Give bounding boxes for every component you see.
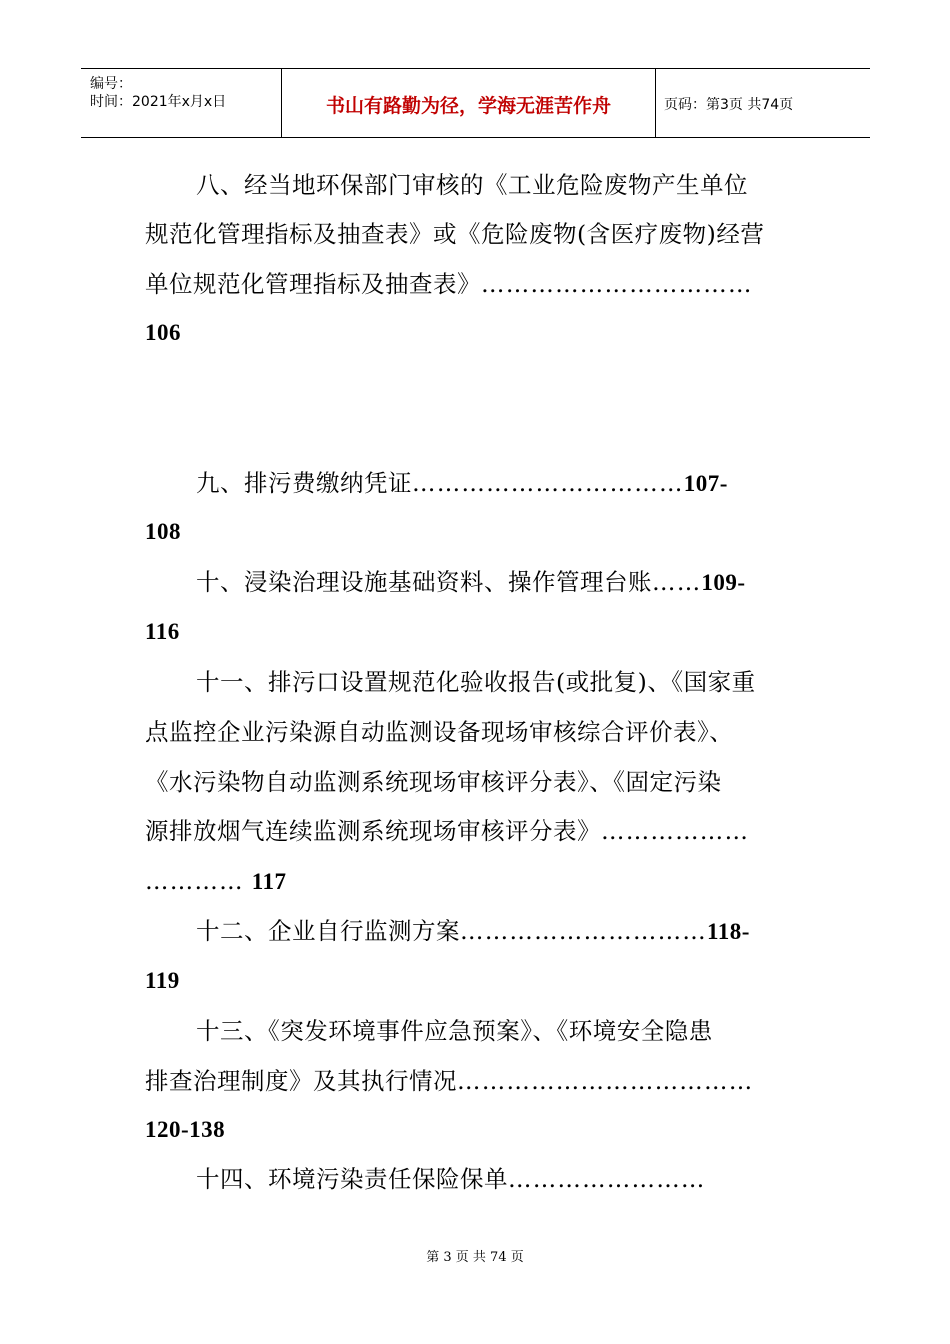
leader-dots: ……………………………: [481, 270, 753, 298]
header-left-cell: [81, 69, 281, 137]
leader-dots: ……………………………: [412, 469, 684, 497]
toc-entry-text: 单位规范化管理指标及抽查表》: [145, 270, 481, 298]
document-number-label: 编号：: [90, 76, 132, 92]
toc-line: [196, 468, 728, 499]
toc-line: 十一、排污口设置规范化验收报告(或批复)、《国家重: [196, 668, 756, 696]
leader-dots: ……: [652, 568, 702, 596]
page-info-label: 页码：第3页 共74页: [664, 97, 794, 113]
document-time-label: 时间：2021年x月x日: [90, 94, 227, 110]
toc-entry-text: 源排放烟气连续监测系统现场审核评分表》: [145, 817, 601, 845]
toc-line: [196, 916, 750, 947]
toc-line: 《水污染物自动监测系统现场审核评分表》、《固定污染: [145, 768, 722, 796]
toc-line: [196, 1164, 706, 1194]
page-footer: 第 3 页 共 74 页: [426, 1250, 524, 1265]
leader-dots: ………………: [601, 817, 750, 845]
page-header: [81, 68, 870, 138]
toc-line: [145, 269, 753, 299]
toc-entry-text: 九、排污费缴纳凭证: [196, 469, 412, 497]
page-number: 109-: [701, 570, 746, 595]
leader-dots: …………: [145, 867, 244, 895]
leader-dots: ……………………: [508, 1165, 706, 1193]
page-number: 106: [145, 320, 181, 345]
header-center-cell: [281, 69, 656, 137]
page-number: 108: [145, 519, 181, 544]
leader-dots: ………………………………: [457, 1067, 754, 1095]
toc-line: [145, 866, 287, 897]
toc-line: 规范化管理指标及抽查表》或《危险废物(含医疗废物)经营: [145, 220, 765, 248]
toc-line: 八、经当地环保部门审核的《工业危险废物产生单位: [196, 171, 748, 199]
header-motto: 书山有路勤为径，学海无涯苦作舟: [325, 95, 611, 117]
page-number: 107-: [683, 471, 728, 496]
toc-entry-text: 排查治理制度》及其执行情况: [145, 1067, 457, 1095]
header-right-cell: [655, 69, 870, 137]
leader-dots: …………………………: [460, 917, 707, 945]
page-number: 120-138: [145, 1117, 226, 1142]
toc-line: 十三、《突发环境事件应急预案》、《环境安全隐患: [196, 1017, 713, 1045]
page-number: 116: [145, 619, 180, 644]
toc-line: 点监控企业污染源自动监测设备现场审核综合评价表》、: [145, 718, 734, 746]
toc-entry-text: 十四、环境污染责任保险保单: [196, 1165, 508, 1193]
page-number: 119: [145, 968, 180, 993]
toc-entry-text: 十、浸染治理设施基础资料、操作管理台账: [196, 568, 652, 596]
toc-entry-text: 十二、企业自行监测方案: [196, 917, 460, 945]
page-number: 118-: [707, 919, 750, 944]
toc-line: [145, 816, 749, 846]
page-number: 117: [251, 869, 287, 894]
toc-line: [196, 567, 746, 598]
toc-line: [145, 1066, 753, 1096]
